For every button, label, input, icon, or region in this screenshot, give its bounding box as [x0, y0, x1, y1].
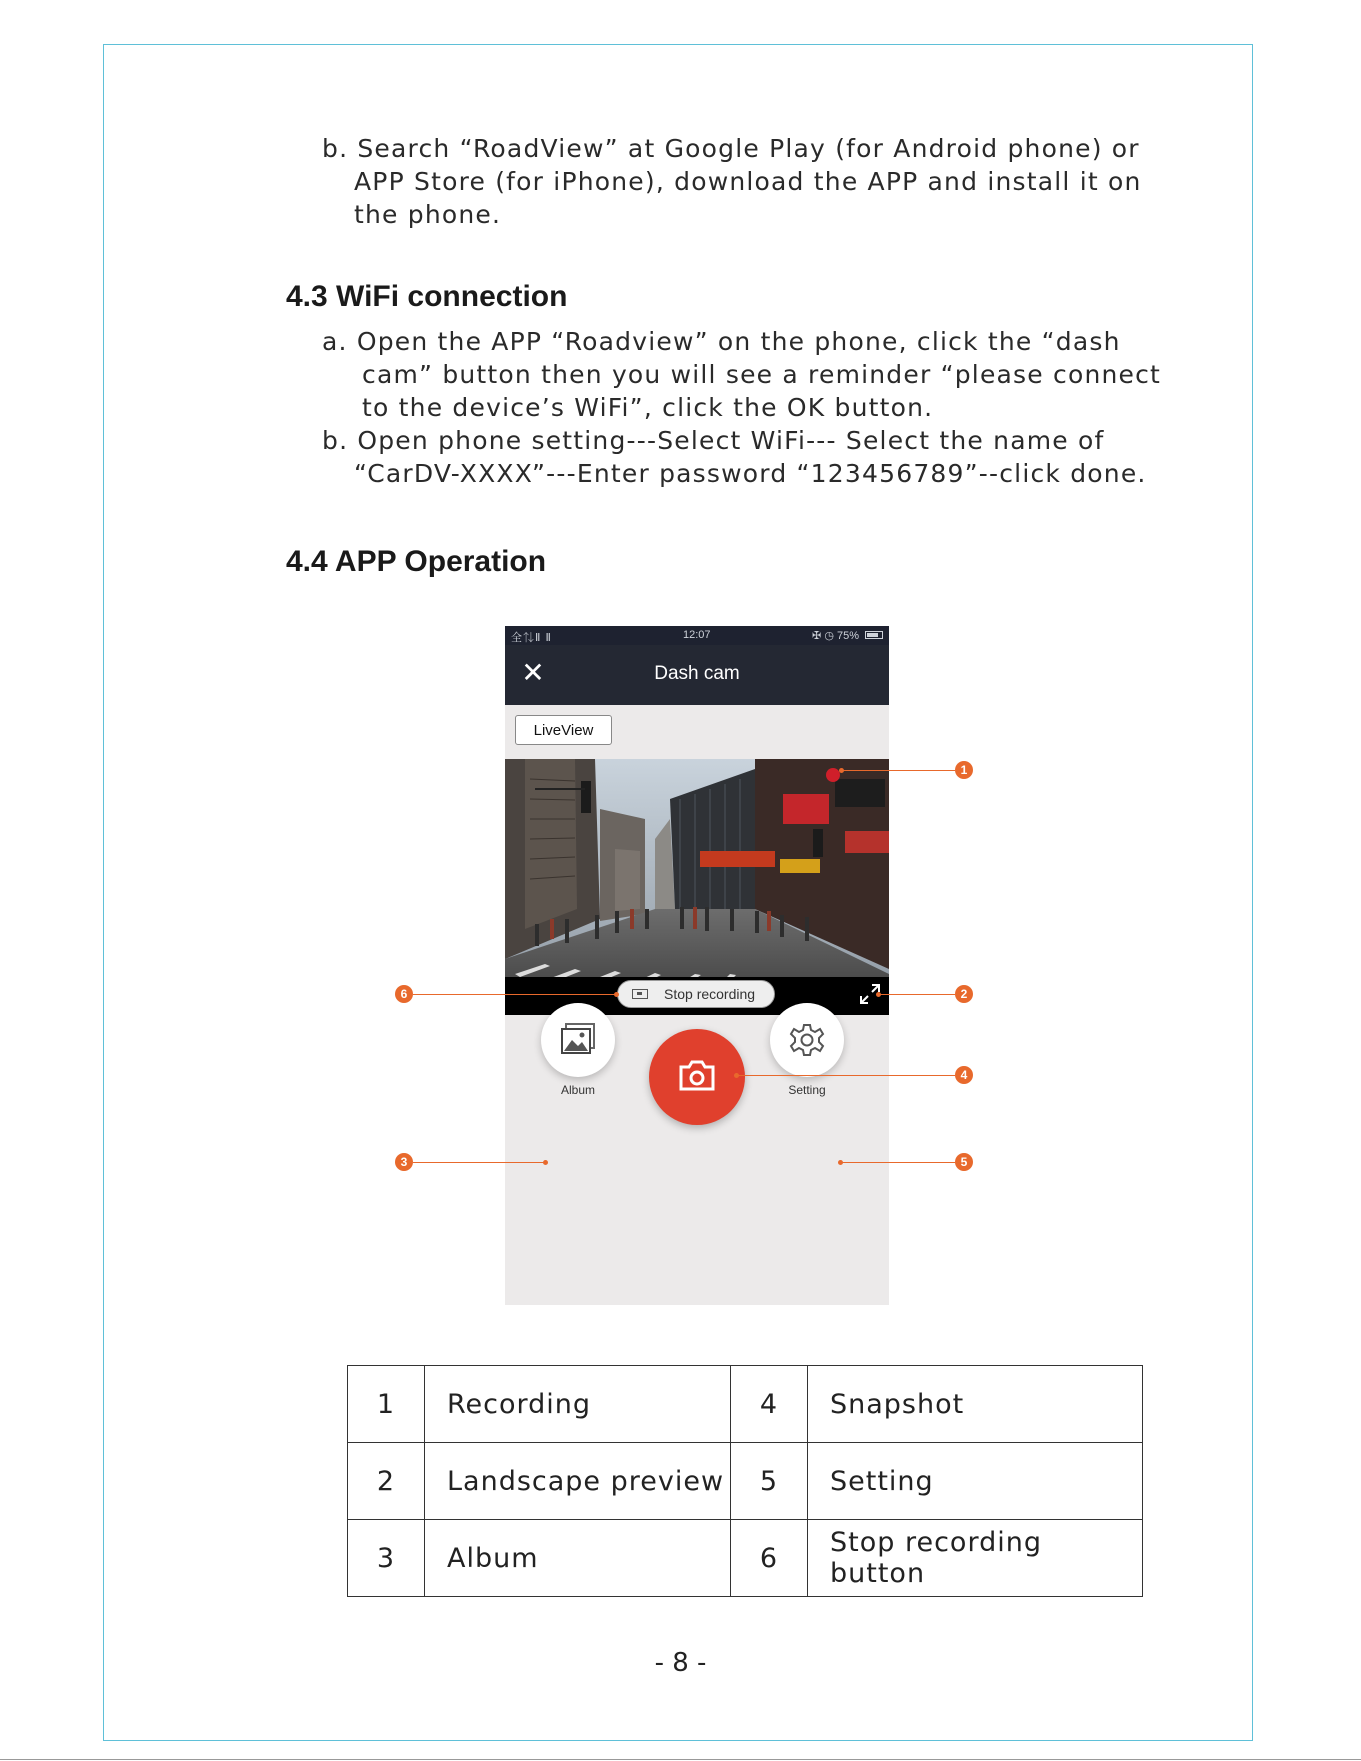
paragraph-search-app: [322, 132, 1142, 231]
text-line: the phone.: [354, 200, 502, 229]
paragraph-phone-setting: [322, 424, 1147, 490]
callout-anchor: [614, 992, 619, 997]
text-line: b. Search “RoadView” at Google Play (for Android phone) or: [322, 134, 1140, 163]
status-battery-text: ✠ ◷ 75%: [812, 630, 859, 642]
legend-label: Landscape preview: [425, 1443, 731, 1520]
heading-app-operation: 4.4 APP Operation: [286, 545, 547, 578]
callout-line-5: [841, 1162, 955, 1163]
legend-number: 3: [348, 1520, 425, 1597]
video-camera-icon: [632, 989, 648, 999]
legend-number: 2: [348, 1443, 425, 1520]
text-line: “CarDV-XXXX”---Enter password “123456789”--click done.: [354, 459, 1147, 488]
callout-badge-3: 3: [395, 1153, 413, 1171]
image-gallery-icon: [560, 1022, 596, 1056]
legend-number: 4: [731, 1366, 808, 1443]
heading-wifi-connection: 4.3 WiFi connection: [286, 280, 568, 313]
battery-icon: [865, 631, 883, 639]
text-line: APP Store (for iPhone), download the APP and install it on: [354, 167, 1142, 196]
status-time: 12:07: [683, 629, 711, 641]
app-screenshot: [505, 626, 889, 1305]
callout-line-2: [879, 994, 955, 995]
nav-bar: [505, 645, 889, 705]
legend-label: Snapshot: [808, 1366, 1143, 1443]
street-scene-illustration: [505, 759, 889, 1007]
stop-recording-label: Stop recording: [664, 986, 756, 1002]
table-row: [348, 1443, 1143, 1520]
snapshot-button[interactable]: [649, 1029, 745, 1125]
gear-icon: [789, 1022, 825, 1058]
table-row: [348, 1366, 1143, 1443]
callout-line-1: [842, 770, 955, 771]
text-line: to the device’s WiFi”, click the OK button.: [362, 393, 934, 422]
legend-number: 5: [731, 1443, 808, 1520]
status-bar: [505, 626, 889, 645]
close-icon[interactable]: ✕: [521, 656, 545, 689]
callout-badge-5: 5: [955, 1153, 973, 1171]
camera-icon: [677, 1059, 717, 1093]
setting-label: Setting: [788, 1083, 826, 1097]
legend-table: [347, 1365, 1143, 1597]
text-line: b. Open phone setting---Select WiFi--- Select the name of: [322, 426, 1105, 455]
bottom-rule: [0, 1759, 1361, 1760]
legend-label: Setting: [808, 1443, 1143, 1520]
liveview-button[interactable]: LiveView: [515, 715, 612, 745]
live-preview-image: [505, 759, 889, 1007]
callout-badge-1: 1: [955, 761, 973, 779]
callout-line-4: [737, 1075, 955, 1076]
album-label: Album: [560, 1083, 595, 1097]
callout-badge-6: 6: [395, 985, 413, 1003]
stop-recording-button[interactable]: [617, 980, 775, 1008]
signal-indicators: 全⇅Ⅱ Ⅱ: [511, 632, 552, 644]
text-line: a. Open the APP “Roadview” on the phone, click the “dash: [322, 327, 1121, 356]
paragraph-open-app: [322, 325, 1161, 424]
text-line: cam” button then you will see a reminder “please connect: [362, 360, 1162, 389]
callout-badge-2: 2: [955, 985, 973, 1003]
page-number: - 8 -: [654, 1648, 707, 1678]
legend-number: 1: [348, 1366, 425, 1443]
callout-line-3: [413, 1162, 545, 1163]
legend-label: Stop recording button: [808, 1520, 1143, 1597]
callout-anchor: [543, 1160, 548, 1165]
nav-title: Dash cam: [654, 663, 740, 684]
legend-number: 6: [731, 1520, 808, 1597]
callout-line-6: [413, 994, 616, 995]
album-button[interactable]: [541, 1003, 615, 1077]
table-row: [348, 1520, 1143, 1597]
legend-label: Recording: [425, 1366, 731, 1443]
legend-label: Album: [425, 1520, 731, 1597]
setting-button[interactable]: [770, 1003, 844, 1077]
callout-badge-4: 4: [955, 1066, 973, 1084]
